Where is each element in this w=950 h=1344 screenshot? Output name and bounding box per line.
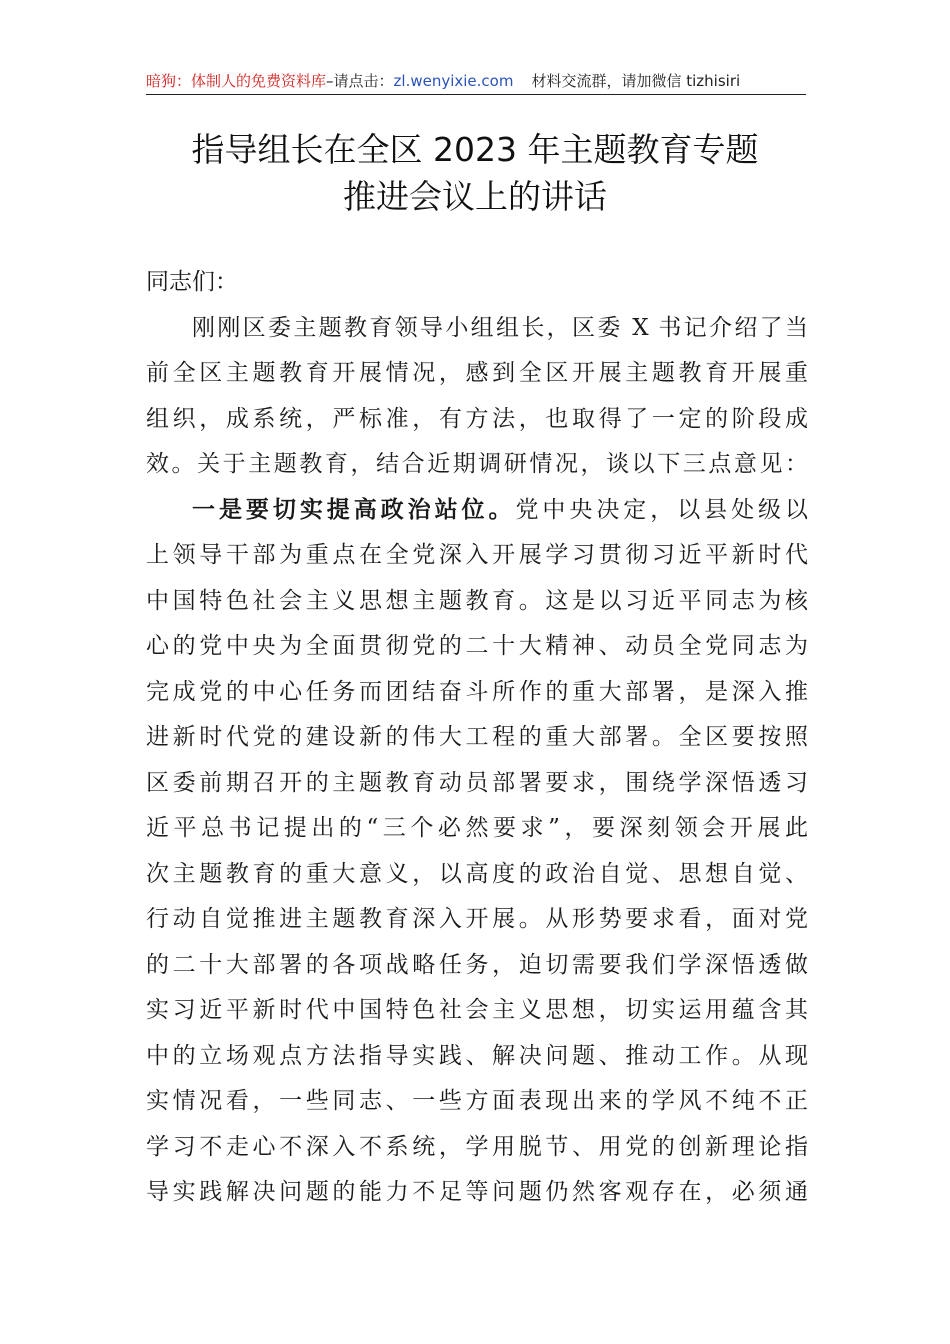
- paragraph-1-line: 组织，成系统，严标准，有方法，也取得了一定的阶段成: [146, 405, 808, 432]
- paragraph-2-line: 实习近平新时代中国特色社会主义思想，切实运用蕴含其: [146, 997, 808, 1023]
- paragraph-1-line: 效。关于主题教育，结合近期调研情况，谈以下三点意见：: [146, 451, 808, 477]
- document-title-line-2: 推进会议上的讲话: [343, 177, 607, 216]
- paragraph-2-line: 完成党的中心任务而团结奋斗所作的重大部署，是深入推: [146, 678, 808, 705]
- site-url-link[interactable]: zl.wenyixie.com: [393, 72, 514, 90]
- paragraph-2-line: 行动自觉推进主题教育深入开展。从形势要求看，面对党: [146, 906, 808, 932]
- paragraph-2-line: 心的党中央为全面贯彻党的二十大精神、动员全党同志为: [146, 633, 808, 659]
- paragraph-2-line: 导实践解决问题的能力不足等问题仍然客观存在，必须通: [146, 1179, 808, 1205]
- paragraph-2-line: 中国特色社会主义思想主题教育。这是以习近平同志为核: [146, 587, 808, 614]
- document-title-line-1: 指导组长在全区 2023 年主题教育专题: [191, 130, 759, 169]
- paragraph-2-line: 实情况看，一些同志、一些方面表现出来的学风不纯不正: [146, 1088, 808, 1114]
- paragraph-2-line: 中的立场观点方法指导实践、解决问题、推动工作。从现: [146, 1042, 808, 1069]
- paragraph-2-line: 学习不走心不深入不系统，学用脱节、用党的创新理论指: [146, 1133, 808, 1160]
- site-label: 暗狗：体制人的免费资料库: [146, 72, 327, 90]
- paragraph-2-line: 上领导干部为重点在全党深入开展学习贯彻习近平新时代: [146, 542, 808, 568]
- salutation: 同志们：: [146, 269, 238, 295]
- paragraph-2-line: 区委前期召开的主题教育动员部署要求，围绕学深悟透习: [146, 769, 808, 796]
- paragraph-2-line: 近平总书记提出的“三个必然要求”，要深刻领会开展此: [146, 815, 808, 841]
- paragraph-2-first-text: 党中央决定，以县处级以: [515, 496, 809, 523]
- section-heading: 一是要切实提高政治站位。: [192, 496, 516, 523]
- paragraph-1-line: 前全区主题教育开展情况，感到全区开展主题教育开展重: [146, 360, 808, 386]
- click-prefix: –请点击：: [326, 72, 394, 90]
- paragraph-2-first-line: [146, 488, 808, 534]
- document-body: [146, 260, 808, 1216]
- watermark-header: [146, 70, 806, 95]
- paragraph-2-line: 的二十大部署的各项战略任务，迫切需要我们学深悟透做: [146, 951, 808, 978]
- paragraph-1-line: 刚刚区委主题教育领导小组组长，区委 X 书记介绍了当: [192, 314, 808, 341]
- paragraph-2-line: 次主题教育的重大意义，以高度的政治自觉、思想自觉、: [146, 860, 808, 887]
- wechat-group-text: 材料交流群，请加微信 tizhisiri: [531, 72, 741, 90]
- paragraph-2-line: 进新时代党的建设新的伟大工程的重大部署。全区要按照: [146, 724, 808, 750]
